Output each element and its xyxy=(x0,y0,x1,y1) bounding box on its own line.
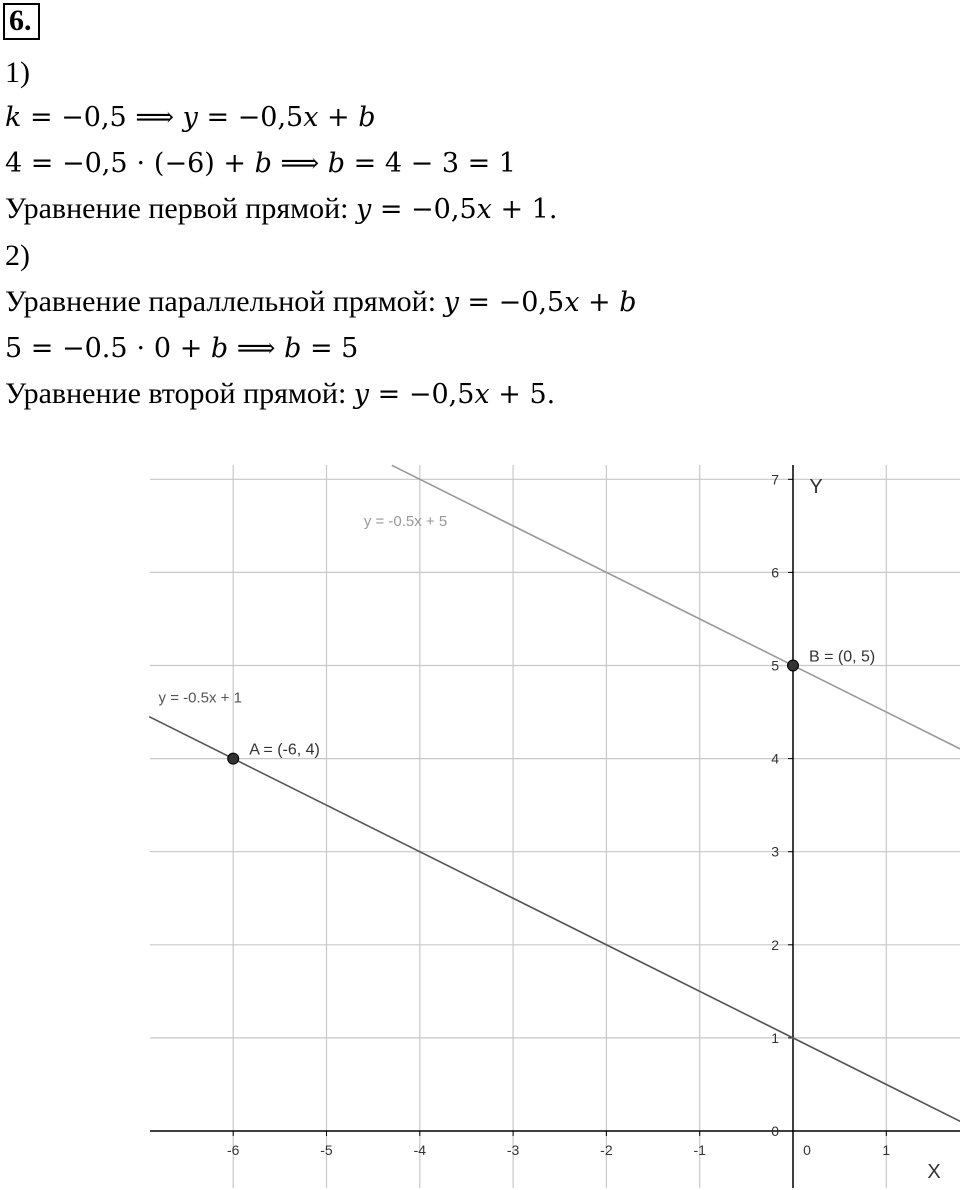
x-var: x xyxy=(474,379,490,410)
function-line-label: y = -0.5x + 1 xyxy=(158,689,242,707)
plus: + xyxy=(579,287,620,318)
function-line-label: y = -0.5x + 5 xyxy=(363,512,448,530)
x-tick-label: -1 xyxy=(693,1142,706,1158)
substitution-line-2 xyxy=(5,330,358,367)
x-tick-label: -2 xyxy=(600,1142,613,1158)
part-2-label: 2) xyxy=(5,239,30,272)
b-var: b xyxy=(327,148,346,179)
coordinate-graph xyxy=(0,460,960,1190)
k-var: k xyxy=(5,102,22,133)
implies-symbol: ⟹ xyxy=(228,333,285,364)
coef: = −0,5 xyxy=(197,102,304,133)
coef: = −0,5 xyxy=(458,287,565,318)
x-var: x xyxy=(564,287,580,318)
x-tick-label: -6 xyxy=(226,1142,240,1158)
y-axis-label: Y xyxy=(809,476,823,498)
slope-line xyxy=(5,99,376,136)
x-tick-label: -3 xyxy=(506,1142,520,1158)
y-tick-label: 4 xyxy=(771,750,779,767)
eq-end: + 1. xyxy=(491,194,558,225)
implies-symbol: ⟹ xyxy=(135,102,183,133)
y-var: y xyxy=(353,379,370,410)
b-var: b xyxy=(254,148,272,179)
y-tick-label: 7 xyxy=(771,471,779,488)
sub-expr: 4 = −0,5 ⋅ (−6) + xyxy=(5,148,255,179)
coef: = −0,5 xyxy=(369,379,475,410)
x-axis-label: X xyxy=(927,1161,941,1183)
x-var: x xyxy=(303,102,319,133)
function-line xyxy=(149,717,960,1122)
x-tick-label: 1 xyxy=(882,1142,891,1158)
y-tick-label: 6 xyxy=(771,564,779,581)
k-value: = −0,5 xyxy=(21,102,136,133)
b-var: b xyxy=(210,333,229,364)
b-var: b xyxy=(284,333,302,364)
x-var: x xyxy=(476,194,492,225)
first-eq-caption: Уравнение первой прямой: xyxy=(5,192,356,225)
eq-end: + 5. xyxy=(489,379,556,410)
point-label: B = (0, 5) xyxy=(809,648,876,666)
x-tick-label: -5 xyxy=(320,1142,333,1158)
first-line-equation xyxy=(5,191,557,228)
x-tick-label: -4 xyxy=(413,1142,427,1158)
point-marker xyxy=(788,660,799,671)
second-line-equation xyxy=(5,376,555,413)
coef: = −0,5 xyxy=(371,194,477,225)
y-tick-label: 1 xyxy=(771,1029,779,1046)
parallel-caption: Уравнение параллельной прямой: xyxy=(5,285,444,318)
sub-expr: 5 = −0.5 ⋅ 0 + xyxy=(5,333,211,364)
b-result: = 4 − 3 = 1 xyxy=(345,148,516,179)
implies-symbol: ⟹ xyxy=(271,148,328,179)
y-tick-label: 0 xyxy=(771,1123,779,1139)
y-tick-label: 5 xyxy=(771,657,779,674)
point-label: A = (-6, 4) xyxy=(249,741,320,759)
point-marker xyxy=(228,753,239,764)
y-tick-label: 2 xyxy=(771,936,779,953)
substitution-line xyxy=(5,145,516,182)
plus: + xyxy=(318,102,359,133)
task-number: 6. xyxy=(3,3,40,40)
b-var: b xyxy=(619,287,637,318)
function-line xyxy=(392,465,960,749)
parallel-line-equation xyxy=(5,284,637,321)
y-tick-label: 3 xyxy=(771,843,779,860)
x-tick-label: 0 xyxy=(803,1142,811,1158)
second-eq-caption: Уравнение второй прямой: xyxy=(5,377,354,410)
y-var: y xyxy=(356,194,372,225)
y-var: y xyxy=(443,287,459,318)
y-var: y xyxy=(182,102,198,133)
part-1-label: 1) xyxy=(5,56,30,89)
b-var: b xyxy=(358,102,376,133)
b-result: = 5 xyxy=(301,333,359,364)
